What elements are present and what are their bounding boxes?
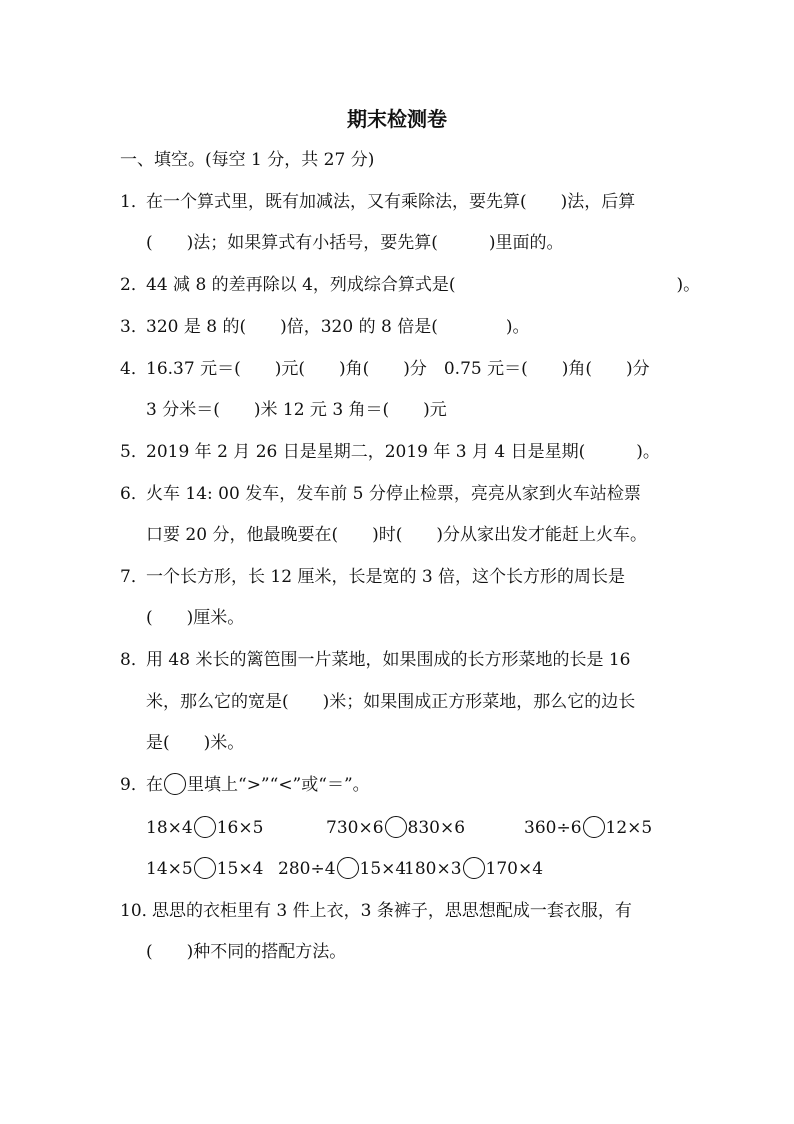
compare-right: 830×6: [407, 818, 466, 838]
question-10-line-2: ( )种不同的搭配方法。: [146, 942, 347, 962]
question-number: 5．: [120, 442, 148, 462]
circle-blank-icon[interactable]: [385, 816, 407, 838]
question-8-line-3: 是( )米。: [146, 733, 245, 753]
question-text: 在一个算式里，既有加减法，又有乘除法，要先算( )法，后算: [146, 192, 636, 212]
compare-right: 12×5: [605, 818, 653, 838]
question-8-line-2: 米，那么它的宽是( )米；如果围成正方形菜地，那么它的边长: [146, 692, 636, 712]
question-text: 44 减 8 的差再除以 4，列成综合算式是( )。: [146, 275, 701, 295]
question-4: [120, 357, 680, 381]
compare-item: [326, 816, 465, 840]
compare-left: 14×5: [146, 859, 193, 879]
compare-left: 360÷6: [524, 818, 582, 838]
question-number: 1．: [120, 192, 148, 212]
question-1-line-2: ( )法；如果算式有小括号，要先算( )里面的。: [146, 233, 564, 253]
question-10: [120, 899, 680, 923]
question-number: 8．: [120, 650, 148, 670]
compare-left: 280÷4: [278, 859, 336, 879]
page-title: 期末检测卷: [347, 107, 447, 131]
circle-blank-icon: [164, 773, 186, 795]
question-text: 320 是 8 的( )倍，320 的 8 倍是( )。: [146, 317, 530, 337]
question-5: [120, 440, 680, 464]
question-prefix: 在: [146, 775, 163, 795]
question-2: [120, 273, 701, 297]
compare-right: 16×5: [216, 818, 264, 838]
question-7-line-2: ( )厘米。: [146, 608, 245, 628]
circle-blank-icon[interactable]: [194, 816, 216, 838]
compare-left: 18×4: [146, 818, 193, 838]
question-6-line-2: 口要 20 分，他最晚要在( )时( )分从家出发才能赶上火车。: [146, 525, 647, 545]
compare-item: [146, 857, 263, 881]
question-suffix: 里填上“>”“<”或“＝”。: [187, 775, 370, 795]
question-text: 火车 14: 00 发车，发车前 5 分停止检票，亮亮从家到火车站检票: [146, 484, 641, 504]
question-text: 16.37 元＝( )元( )角( )分 0.75 元＝( )角( )分: [146, 359, 650, 379]
question-3: [120, 315, 680, 339]
compare-item: [404, 857, 543, 881]
question-number: 2．: [120, 275, 148, 295]
circle-blank-icon[interactable]: [194, 857, 216, 879]
compare-right: 15×4: [216, 859, 264, 879]
compare-left: 730×6: [326, 818, 384, 838]
circle-blank-icon[interactable]: [337, 857, 359, 879]
question-6: [120, 482, 680, 506]
section-heading: 一、填空。(每空 1 分，共 27 分): [120, 150, 375, 170]
question-text: 一个长方形，长 12 厘米，长是宽的 3 倍，这个长方形的周长是: [146, 567, 626, 587]
compare-item: [146, 816, 263, 840]
question-text: 思思的衣柜里有 3 件上衣，3 条裤子，思思想配成一套衣服，有: [152, 901, 632, 921]
compare-left: 180×3: [404, 859, 462, 879]
circle-blank-icon[interactable]: [463, 857, 485, 879]
compare-right: 170×4: [485, 859, 544, 879]
question-text: [146, 773, 370, 797]
question-7: [120, 565, 680, 589]
question-number: 4．: [120, 359, 148, 379]
question-4-line-2: 3 分米＝( )米 12 元 3 角＝( )元: [146, 400, 447, 420]
compare-item: [524, 816, 652, 840]
question-1: [120, 190, 680, 214]
circle-blank-icon[interactable]: [583, 816, 605, 838]
question-number: 6．: [120, 484, 148, 504]
question-number: 7．: [120, 567, 148, 587]
compare-item: [278, 857, 406, 881]
question-text: 用 48 米长的篱笆围一片菜地，如果围成的长方形菜地的长是 16: [146, 650, 631, 670]
question-number: 3．: [120, 317, 148, 337]
question-8: [120, 648, 680, 672]
question-9: [120, 773, 680, 797]
question-number: 9．: [120, 775, 148, 795]
compare-right: 15×4: [359, 859, 407, 879]
question-text: 2019 年 2 月 26 日是星期二，2019 年 3 月 4 日是星期( )。: [146, 442, 660, 462]
question-number: 10．: [120, 901, 159, 921]
